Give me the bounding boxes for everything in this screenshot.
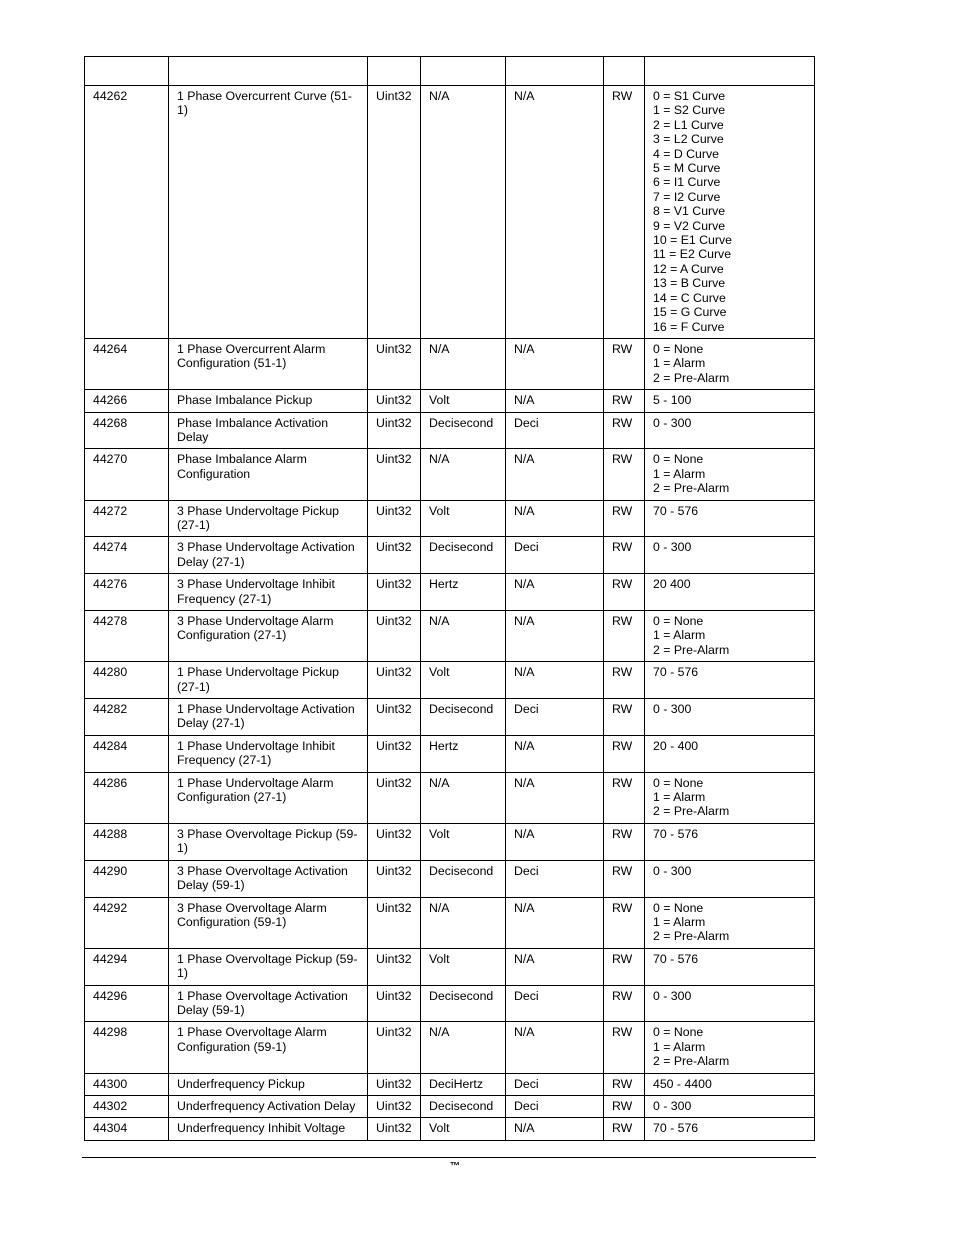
register-cell: 44296 — [85, 985, 169, 1022]
table-row — [85, 338, 815, 389]
register-cell: 44294 — [85, 948, 169, 985]
trademark-symbol: ™ — [450, 1161, 460, 1172]
access-cell: RW — [604, 948, 645, 985]
units-cell: N/A — [421, 1022, 506, 1073]
register-cell: 44304 — [85, 1118, 169, 1140]
access-cell: RW — [604, 735, 645, 772]
access-cell: RW — [604, 1073, 645, 1095]
description-cell: 3 Phase Overvoltage Activation Delay (59-1) — [169, 860, 368, 897]
type-cell: Uint32 — [368, 412, 421, 449]
description-cell: 1 Phase Overvoltage Activation Delay (59-1) — [169, 985, 368, 1022]
description-cell: 3 Phase Undervoltage Inhibit Frequency (27-1) — [169, 574, 368, 611]
header-cell — [506, 57, 604, 86]
description-cell: 1 Phase Overcurrent Alarm Configuration (51-1) — [169, 338, 368, 389]
scale-cell: Deci — [506, 1073, 604, 1095]
type-cell: Uint32 — [368, 1095, 421, 1117]
range-cell: 0 - 300 — [645, 537, 815, 574]
type-cell: Uint32 — [368, 699, 421, 736]
range-cell: 450 - 4400 — [645, 1073, 815, 1095]
table-row — [85, 449, 815, 500]
description-cell: 3 Phase Overvoltage Pickup (59-1) — [169, 823, 368, 860]
units-cell: N/A — [421, 897, 506, 948]
units-cell: N/A — [421, 449, 506, 500]
access-cell: RW — [604, 611, 645, 662]
table-row — [85, 985, 815, 1022]
range-cell: 0 = None 1 = Alarm 2 = Pre-Alarm — [645, 338, 815, 389]
description-cell: 3 Phase Undervoltage Alarm Configuration (27-1) — [169, 611, 368, 662]
scale-cell: N/A — [506, 338, 604, 389]
description-cell: Phase Imbalance Activation Delay — [169, 412, 368, 449]
type-cell: Uint32 — [368, 985, 421, 1022]
description-cell: 1 Phase Overcurrent Curve (51-1) — [169, 86, 368, 339]
table-row — [85, 948, 815, 985]
range-cell: 20 400 — [645, 574, 815, 611]
range-cell: 0 - 300 — [645, 1095, 815, 1117]
table-row — [85, 662, 815, 699]
description-cell: 1 Phase Overvoltage Alarm Configuration (59-1) — [169, 1022, 368, 1073]
access-cell: RW — [604, 1022, 645, 1073]
access-cell: RW — [604, 390, 645, 412]
table-row — [85, 537, 815, 574]
units-cell: Hertz — [421, 574, 506, 611]
units-cell: N/A — [421, 86, 506, 339]
units-cell: Decisecond — [421, 1095, 506, 1117]
register-cell: 44280 — [85, 662, 169, 699]
range-cell: 0 - 300 — [645, 985, 815, 1022]
register-cell: 44302 — [85, 1095, 169, 1117]
scale-cell: N/A — [506, 86, 604, 339]
table-row — [85, 412, 815, 449]
table-row — [85, 611, 815, 662]
type-cell: Uint32 — [368, 662, 421, 699]
scale-cell: Deci — [506, 412, 604, 449]
access-cell: RW — [604, 574, 645, 611]
range-cell: 0 = None 1 = Alarm 2 = Pre-Alarm — [645, 897, 815, 948]
table-row — [85, 390, 815, 412]
table-row — [85, 699, 815, 736]
access-cell: RW — [604, 449, 645, 500]
scale-cell: Deci — [506, 1095, 604, 1117]
description-cell: 3 Phase Undervoltage Activation Delay (27-1) — [169, 537, 368, 574]
register-cell: 44284 — [85, 735, 169, 772]
access-cell: RW — [604, 537, 645, 574]
units-cell: Decisecond — [421, 860, 506, 897]
type-cell: Uint32 — [368, 449, 421, 500]
range-cell: 5 - 100 — [645, 390, 815, 412]
description-cell: 1 Phase Undervoltage Inhibit Frequency (27-1) — [169, 735, 368, 772]
scale-cell: N/A — [506, 611, 604, 662]
register-cell: 44282 — [85, 699, 169, 736]
units-cell: Decisecond — [421, 699, 506, 736]
scale-cell: N/A — [506, 1118, 604, 1140]
access-cell: RW — [604, 823, 645, 860]
range-cell: 70 - 576 — [645, 948, 815, 985]
units-cell: Volt — [421, 1118, 506, 1140]
units-cell: Volt — [421, 500, 506, 537]
units-cell: Volt — [421, 662, 506, 699]
register-cell: 44290 — [85, 860, 169, 897]
table-header-row — [85, 57, 815, 86]
type-cell: Uint32 — [368, 823, 421, 860]
scale-cell: N/A — [506, 948, 604, 985]
table-row — [85, 1073, 815, 1095]
range-cell: 70 - 576 — [645, 823, 815, 860]
register-cell: 44270 — [85, 449, 169, 500]
description-cell: 1 Phase Overvoltage Pickup (59-1) — [169, 948, 368, 985]
units-cell: Hertz — [421, 735, 506, 772]
scale-cell: N/A — [506, 390, 604, 412]
access-cell: RW — [604, 412, 645, 449]
header-cell — [421, 57, 506, 86]
type-cell: Uint32 — [368, 1073, 421, 1095]
scale-cell: Deci — [506, 985, 604, 1022]
table-row — [85, 86, 815, 339]
units-cell: N/A — [421, 772, 506, 823]
access-cell: RW — [604, 860, 645, 897]
table-row — [85, 860, 815, 897]
description-cell: Underfrequency Activation Delay — [169, 1095, 368, 1117]
table-row — [85, 500, 815, 537]
scale-cell: Deci — [506, 699, 604, 736]
header-cell — [604, 57, 645, 86]
type-cell: Uint32 — [368, 537, 421, 574]
type-cell: Uint32 — [368, 86, 421, 339]
units-cell: Volt — [421, 823, 506, 860]
access-cell: RW — [604, 897, 645, 948]
range-cell: 0 = None 1 = Alarm 2 = Pre-Alarm — [645, 449, 815, 500]
scale-cell: N/A — [506, 500, 604, 537]
range-cell: 20 - 400 — [645, 735, 815, 772]
table-row — [85, 1095, 815, 1117]
access-cell: RW — [604, 662, 645, 699]
range-cell: 70 - 576 — [645, 1118, 815, 1140]
type-cell: Uint32 — [368, 574, 421, 611]
type-cell: Uint32 — [368, 338, 421, 389]
register-table — [84, 56, 815, 1141]
units-cell: Decisecond — [421, 985, 506, 1022]
range-cell: 0 = None 1 = Alarm 2 = Pre-Alarm — [645, 611, 815, 662]
range-cell: 0 = None 1 = Alarm 2 = Pre-Alarm — [645, 772, 815, 823]
description-cell: Phase Imbalance Alarm Configuration — [169, 449, 368, 500]
access-cell: RW — [604, 1118, 645, 1140]
units-cell: N/A — [421, 338, 506, 389]
table-row — [85, 1022, 815, 1073]
access-cell: RW — [604, 500, 645, 537]
register-cell: 44262 — [85, 86, 169, 339]
range-cell: 0 = S1 Curve 1 = S2 Curve 2 = L1 Curve 3 = L2 Curve 4 = D Curve 5 = M Curve 6 = I1 Curve 7 = I2 Curve 8 = V1 Curve 9 = V2 Curve 10 = E1 Curve 11 = E2 Curve 12 = A Curve 13 = B Curve 14 = C Curve 15 = G Curve 16 = F Curve — [645, 86, 815, 339]
scale-cell: N/A — [506, 662, 604, 699]
table-row — [85, 735, 815, 772]
units-cell: Decisecond — [421, 412, 506, 449]
table-row — [85, 574, 815, 611]
type-cell: Uint32 — [368, 735, 421, 772]
type-cell: Uint32 — [368, 390, 421, 412]
table-row — [85, 1118, 815, 1140]
register-cell: 44276 — [85, 574, 169, 611]
type-cell: Uint32 — [368, 948, 421, 985]
scale-cell: N/A — [506, 772, 604, 823]
register-cell: 44272 — [85, 500, 169, 537]
register-cell: 44286 — [85, 772, 169, 823]
description-cell: 1 Phase Undervoltage Activation Delay (27-1) — [169, 699, 368, 736]
access-cell: RW — [604, 338, 645, 389]
access-cell: RW — [604, 86, 645, 339]
range-cell: 0 - 300 — [645, 699, 815, 736]
units-cell: N/A — [421, 611, 506, 662]
header-cell — [368, 57, 421, 86]
type-cell: Uint32 — [368, 1022, 421, 1073]
type-cell: Uint32 — [368, 860, 421, 897]
scale-cell: Deci — [506, 537, 604, 574]
register-cell: 44292 — [85, 897, 169, 948]
range-cell: 70 - 576 — [645, 500, 815, 537]
table-row — [85, 772, 815, 823]
register-cell: 44298 — [85, 1022, 169, 1073]
scale-cell: N/A — [506, 897, 604, 948]
access-cell: RW — [604, 772, 645, 823]
register-cell: 44274 — [85, 537, 169, 574]
access-cell: RW — [604, 985, 645, 1022]
register-cell: 44266 — [85, 390, 169, 412]
register-cell: 44300 — [85, 1073, 169, 1095]
range-cell: 0 - 300 — [645, 860, 815, 897]
type-cell: Uint32 — [368, 500, 421, 537]
description-cell: 1 Phase Undervoltage Pickup (27-1) — [169, 662, 368, 699]
header-cell — [645, 57, 815, 86]
scale-cell: N/A — [506, 823, 604, 860]
units-cell: Volt — [421, 390, 506, 412]
type-cell: Uint32 — [368, 1118, 421, 1140]
type-cell: Uint32 — [368, 772, 421, 823]
scale-cell: N/A — [506, 735, 604, 772]
type-cell: Uint32 — [368, 611, 421, 662]
units-cell: Decisecond — [421, 537, 506, 574]
description-cell: 3 Phase Overvoltage Alarm Configuration (59-1) — [169, 897, 368, 948]
range-cell: 70 - 576 — [645, 662, 815, 699]
register-cell: 44278 — [85, 611, 169, 662]
register-cell: 44288 — [85, 823, 169, 860]
description-cell: 1 Phase Undervoltage Alarm Configuration (27-1) — [169, 772, 368, 823]
footer-rule — [82, 1157, 816, 1158]
register-cell: 44268 — [85, 412, 169, 449]
type-cell: Uint32 — [368, 897, 421, 948]
register-table-body — [85, 57, 815, 1141]
range-cell: 0 = None 1 = Alarm 2 = Pre-Alarm — [645, 1022, 815, 1073]
header-cell — [169, 57, 368, 86]
description-cell: Underfrequency Inhibit Voltage — [169, 1118, 368, 1140]
units-cell: DeciHertz — [421, 1073, 506, 1095]
description-cell: 3 Phase Undervoltage Pickup (27-1) — [169, 500, 368, 537]
access-cell: RW — [604, 699, 645, 736]
table-row — [85, 897, 815, 948]
scale-cell: Deci — [506, 860, 604, 897]
register-cell: 44264 — [85, 338, 169, 389]
scale-cell: N/A — [506, 574, 604, 611]
access-cell: RW — [604, 1095, 645, 1117]
header-cell — [85, 57, 169, 86]
description-cell: Phase Imbalance Pickup — [169, 390, 368, 412]
range-cell: 0 - 300 — [645, 412, 815, 449]
description-cell: Underfrequency Pickup — [169, 1073, 368, 1095]
scale-cell: N/A — [506, 1022, 604, 1073]
table-row — [85, 823, 815, 860]
scale-cell: N/A — [506, 449, 604, 500]
units-cell: Volt — [421, 948, 506, 985]
